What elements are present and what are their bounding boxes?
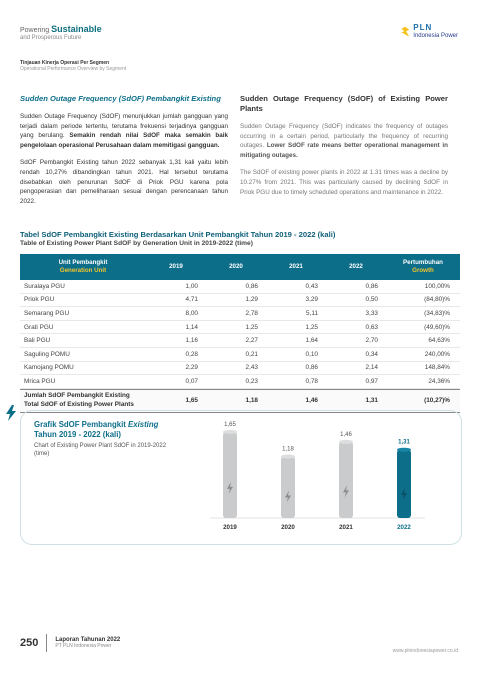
- total-label-en: Total SdOF of Existing Power Plants: [24, 400, 134, 408]
- left-column: [20, 94, 228, 214]
- chart-title-id-a: Grafik SdOF Pembangkit: [34, 420, 126, 429]
- x-tick-label: 2019: [223, 524, 237, 531]
- footer: [20, 634, 120, 652]
- table-title-id: Tabel SdOF Pembangkit Existing Berdasarkan Unit Pembangkit Tahun 2019 - 2022 (kali): [20, 230, 336, 239]
- bar: [397, 450, 411, 518]
- chart-title-id-c: Tahun 2019 - 2022 (kali): [34, 429, 121, 439]
- table-row: [20, 321, 460, 335]
- value-cell: (49,60)%: [424, 323, 450, 331]
- total-2019: 1,65: [185, 397, 198, 405]
- value-cell: 100,00%: [424, 282, 450, 290]
- table-row: [20, 334, 460, 348]
- footer-company: PT PLN Indonesia Power: [55, 643, 112, 649]
- value-cell: 0,21: [245, 350, 258, 358]
- bar-top: [223, 430, 237, 434]
- chart-title-id: [34, 420, 174, 439]
- bar-top: [397, 448, 411, 452]
- brand-logo: [401, 24, 458, 39]
- value-cell: 0,86: [305, 364, 318, 372]
- sdof-table: [20, 254, 460, 413]
- unit-name-cell: Bali PGU: [24, 337, 51, 345]
- col-unit: [20, 259, 146, 275]
- section-title-en: Operational Performance Overview by Segment: [20, 66, 127, 72]
- value-cell: 0,10: [305, 350, 318, 358]
- bar-top: [281, 454, 295, 458]
- value-cell: 0,43: [305, 282, 318, 290]
- right-p1-b: Lower SdOF rate means better operational management in mitigating outages.: [240, 142, 448, 159]
- value-cell: 0,78: [305, 377, 318, 385]
- bar: [339, 442, 353, 518]
- right-heading: Sudden Outage Frequency (SdOF) of Existing Power Plants: [240, 94, 448, 113]
- col-2020: 2020: [229, 263, 243, 270]
- footer-divider: [46, 634, 47, 652]
- bolt-icon: [6, 405, 16, 421]
- total-2020: 1,18: [245, 397, 258, 405]
- value-cell: 24,36%: [428, 377, 450, 385]
- value-cell: 64,63%: [428, 337, 450, 345]
- data-label: 1,65: [224, 422, 236, 428]
- value-cell: 8,00: [185, 309, 198, 317]
- value-cell: 0,34: [365, 350, 378, 358]
- bar-top: [339, 440, 353, 444]
- header-tagline: [20, 24, 102, 41]
- value-cell: 3,29: [305, 296, 318, 304]
- tagline-prefix: Powering: [20, 27, 50, 34]
- total-2021: 1,46: [305, 397, 318, 405]
- left-paragraph-1: [20, 112, 228, 150]
- page-number: 250: [20, 637, 39, 649]
- unit-name-cell: Grati PGU: [24, 323, 54, 331]
- value-cell: (84,80)%: [424, 296, 450, 304]
- chart-title: [34, 420, 174, 458]
- table-title-en: Table of Existing Power Plant SdOF by Generation Unit in 2019-2022 (time): [20, 240, 253, 247]
- value-cell: 2,27: [245, 337, 258, 345]
- value-cell: 1,25: [245, 323, 258, 331]
- table-row: [20, 280, 460, 294]
- data-label: 1,31: [398, 439, 410, 446]
- value-cell: 1,16: [185, 337, 198, 345]
- value-cell: 1,00: [185, 282, 198, 290]
- value-cell: 4,71: [185, 296, 198, 304]
- table-row: [20, 362, 460, 376]
- bar: [223, 432, 237, 518]
- unit-name-cell: Saguling POMU: [24, 350, 70, 358]
- right-column: [240, 94, 448, 205]
- left-p1-a: Sudden Outage Frequency (SdOF) menunjukkan jumlah gangguan yang terjadi dalam periode tertentu, terutama frekuensi terjadinya gangguan yang berulang.: [20, 113, 228, 140]
- table-row: [20, 348, 460, 362]
- value-cell: 5,11: [306, 309, 318, 317]
- table-body: [20, 280, 460, 389]
- col-2019: 2019: [169, 263, 183, 270]
- footer-url: www.plnindonesiapower.co.id: [392, 648, 458, 654]
- col-growth-en: Growth: [412, 267, 434, 274]
- chart-title-id-b: Existing: [128, 420, 159, 429]
- value-cell: 2,43: [245, 364, 258, 372]
- col-unit-en: Generation Unit: [59, 267, 107, 274]
- table-header: [20, 254, 460, 280]
- value-cell: 1,29: [245, 296, 258, 304]
- value-cell: 0,86: [365, 282, 378, 290]
- data-label: 1,18: [282, 446, 294, 453]
- bar: [281, 456, 295, 518]
- col-2022: 2022: [349, 263, 363, 270]
- left-p1-b: Semakin rendah nilai SdOF maka semakin baik pengelolaan operasional Perusahaan dalam memitigasi gangguan.: [20, 132, 229, 149]
- total-2022: 1,31: [365, 397, 378, 405]
- value-cell: 0,63: [365, 323, 378, 331]
- table-row: [20, 294, 460, 308]
- data-label: 1,46: [340, 431, 352, 438]
- value-cell: 0,28: [185, 350, 198, 358]
- value-cell: 240,00%: [424, 350, 450, 358]
- right-paragraph-2: The SdOF of existing power plants in 2022 at 1.31 times was a decline by 10.27% from 2021. This was particularly caused by declining SdOF in Priok PGU due to timely scheduled operations and maintenance in 2022.: [240, 169, 448, 196]
- section-heading: [20, 60, 126, 72]
- total-label: [20, 392, 146, 409]
- value-cell: 0,86: [245, 282, 258, 290]
- table-title: [20, 230, 335, 247]
- x-tick-label: 2020: [281, 524, 295, 531]
- unit-name-cell: Kamojang POMU: [24, 364, 74, 372]
- x-tick-label: 2021: [339, 524, 353, 531]
- unit-name-cell: Suralaya PGU: [24, 282, 65, 290]
- unit-name-cell: Mrica PGU: [24, 377, 56, 385]
- x-tick-label: 2022: [397, 524, 411, 531]
- brand-name: PLN: [413, 23, 433, 32]
- right-p1-a: Sudden Outage Frequency (SdOF) indicates the frequency of outages occurring in a certain period, particularly the frequency of recurring outages.: [240, 123, 448, 150]
- brand-sub: Indonesia Power: [413, 32, 458, 39]
- sdof-bar-chart: [190, 418, 440, 538]
- left-heading: Sudden Outage Frequency (SdOF) Pembangkit Existing: [20, 94, 221, 103]
- tagline-sub: and Prosperous Future: [20, 35, 82, 41]
- total-label-id: Jumlah SdOF Pembangkit Existing: [24, 392, 130, 400]
- table-row: [20, 307, 460, 321]
- value-cell: 2,70: [365, 337, 378, 345]
- section-title-id: Tinjauan Kinerja Operasi Per Segmen: [20, 60, 110, 66]
- value-cell: 0,07: [185, 377, 198, 385]
- tagline-bold: Sustainable: [51, 24, 102, 34]
- footer-text: [55, 637, 120, 649]
- footer-report: Laporan Tahunan 2022: [55, 637, 121, 643]
- value-cell: 2,78: [245, 309, 258, 317]
- unit-name-cell: Priok PGU: [24, 296, 55, 304]
- value-cell: 0,23: [245, 377, 258, 385]
- col-2021: 2021: [289, 263, 303, 270]
- unit-name-cell: Semarang PGU: [24, 309, 70, 317]
- chart-title-en: Chart of Existing Power Plant SdOF in 2019-2022 (time): [34, 443, 167, 457]
- value-cell: 1,25: [305, 323, 318, 331]
- lightning-logo-icon: [401, 27, 409, 37]
- value-cell: 2,14: [365, 364, 378, 372]
- value-cell: (34,83)%: [424, 309, 450, 317]
- total-growth: (10,27)%: [424, 397, 450, 405]
- value-cell: 2,29: [185, 364, 198, 372]
- value-cell: 148,84%: [424, 364, 450, 372]
- left-paragraph-2: SdOF Pembangkit Existing tahun 2022 sebanyak 1,31 kali yaitu lebih rendah 10,27% dibandingkan tahun 2021. Hal tersebut terutama disebabkan oleh penurunan SdOF di Priok PGU karena pola pengoperasian dan pemeliharaan sesuai dengan perencanaan tahun 2022.: [20, 159, 228, 205]
- right-paragraph-1: [240, 122, 448, 160]
- col-growth: [386, 259, 460, 275]
- value-cell: 1,64: [305, 337, 318, 345]
- value-cell: 1,14: [185, 323, 198, 331]
- value-cell: 3,33: [365, 309, 378, 317]
- value-cell: 0,97: [365, 377, 378, 385]
- value-cell: 0,50: [365, 296, 378, 304]
- table-row: [20, 375, 460, 389]
- col-growth-id: Pertumbuhan: [403, 259, 443, 266]
- col-unit-id: Unit Pembangkit: [58, 259, 108, 266]
